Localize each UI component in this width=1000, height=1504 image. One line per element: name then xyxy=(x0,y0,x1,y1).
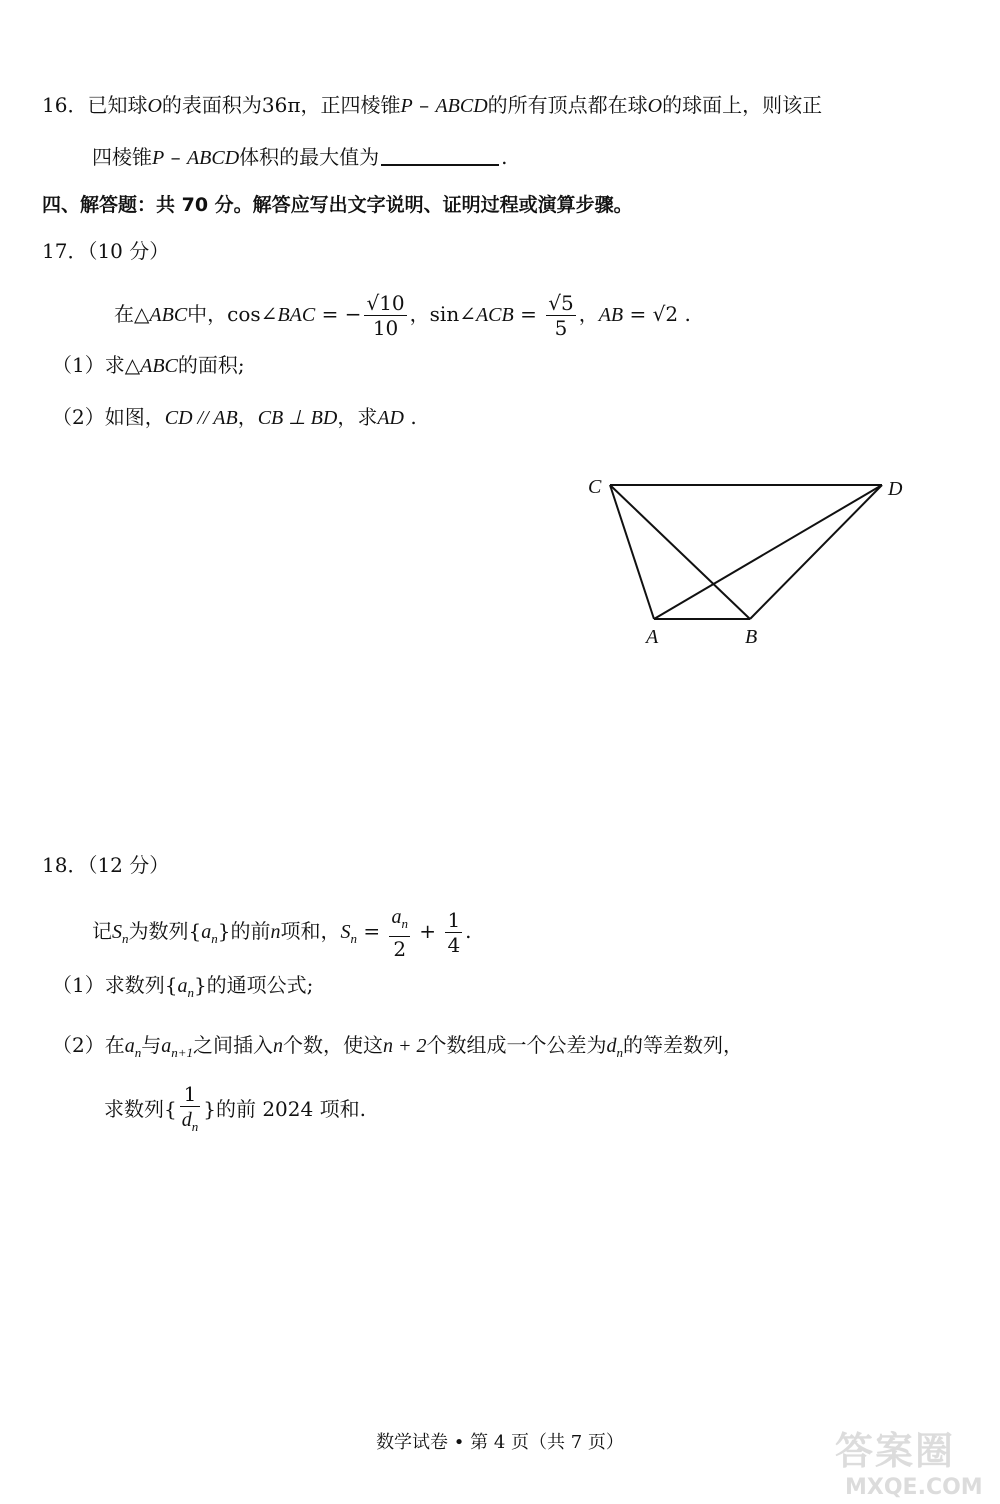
q18-text: 的等差数列， xyxy=(623,1033,744,1057)
sym-AB: AB xyxy=(598,304,624,326)
sym-BAC: BAC xyxy=(277,304,316,326)
sym-ABC: ABC xyxy=(140,355,178,377)
sym-n: n xyxy=(270,921,281,943)
q17-text: = − xyxy=(315,302,362,326)
fraction-num: 1 xyxy=(180,1082,201,1107)
watermark-bottom: MXQE.COM xyxy=(845,1475,983,1500)
sym-S: S xyxy=(340,921,351,943)
q16-line2 xyxy=(92,142,508,173)
q17-part1 xyxy=(52,350,245,381)
sym-P: P xyxy=(152,147,165,169)
q18-text: 项和， xyxy=(280,919,341,943)
q17-text: 中，cos∠ xyxy=(187,302,278,326)
sym-dash: – xyxy=(412,93,436,117)
q18-statement xyxy=(92,904,472,963)
q17-text: . xyxy=(404,405,417,429)
q18-text: 为数列{ xyxy=(128,919,202,943)
sym-ACB: ACB xyxy=(475,304,514,326)
sub-n: n xyxy=(191,1119,199,1134)
relation-perpendicular: CB ⊥ BD xyxy=(257,407,338,429)
sym-a: a xyxy=(177,975,188,997)
sym-a: a xyxy=(201,921,212,943)
q16-number: 16． xyxy=(42,93,88,117)
sym-d: d xyxy=(606,1035,617,1057)
sub-n: n xyxy=(187,985,194,1000)
sym-O: O xyxy=(647,95,663,117)
sym-a: a xyxy=(124,1035,135,1057)
q17-statement xyxy=(114,290,691,340)
q17-text: （2）如图， xyxy=(52,405,165,429)
q17-text: = xyxy=(513,302,544,326)
q18-part2-line2 xyxy=(104,1082,366,1139)
q17-text: 的面积; xyxy=(177,353,245,377)
q17-text: （1）求△ xyxy=(52,353,141,377)
q18-text: 求数列{ xyxy=(104,1097,177,1121)
sub-n-plus-1: n+1 xyxy=(171,1045,194,1060)
fraction-1-over-dn xyxy=(180,1082,201,1139)
q18-header xyxy=(42,850,169,880)
sym-a: a xyxy=(391,906,402,928)
fraction-den xyxy=(180,1107,201,1139)
label-B: B xyxy=(745,626,758,648)
sub-n: n xyxy=(401,916,408,931)
expr-n-plus-2: n + 2 xyxy=(383,1035,427,1057)
q18-text: 之间插入 xyxy=(193,1033,274,1057)
sub-n: n xyxy=(616,1045,624,1060)
triangle-figure xyxy=(570,465,930,665)
q18-text: （2）在 xyxy=(52,1033,125,1057)
q17-text: ， xyxy=(237,405,258,429)
sym-ABCD: ABCD xyxy=(186,147,240,169)
q17-header xyxy=(42,236,169,266)
sym-d: d xyxy=(181,1109,192,1131)
sym-ABCD: ABCD xyxy=(435,95,488,117)
label-C: C xyxy=(588,476,602,498)
section-heading xyxy=(42,190,633,220)
label-A: A xyxy=(646,626,659,648)
q16-line1 xyxy=(42,90,822,121)
q18-text: = xyxy=(356,919,387,943)
relation-parallel: CD // AB xyxy=(164,407,238,429)
q16-text: 四棱锥 xyxy=(92,145,152,169)
q17-text: ，求 xyxy=(337,405,378,429)
fraction-den: 5 xyxy=(554,316,568,340)
sub-n: n xyxy=(350,931,357,946)
segment-AD xyxy=(654,485,882,619)
q18-text: + xyxy=(412,919,443,943)
q18-header-text: 18．（12 分） xyxy=(42,853,170,877)
q18-text: （1）求数列{ xyxy=(52,973,178,997)
q16-text: 体积的最大值为 xyxy=(239,145,380,169)
q18-part1 xyxy=(52,970,313,1008)
watermark-logo xyxy=(835,1420,983,1500)
q16-text: 的球面上，则该正 xyxy=(662,93,823,117)
sym-AD: AD xyxy=(377,407,405,429)
q18-text: }的通项公式; xyxy=(193,973,314,997)
q17-text: = √2 . xyxy=(623,302,691,326)
sym-O: O xyxy=(147,95,162,117)
sub-n: n xyxy=(211,931,218,946)
q18-text: 个数，使这 xyxy=(283,1033,384,1057)
q16-text: 已知球 xyxy=(87,93,148,117)
footer-text: 数学试卷 • 第 4 页（共 7 页） xyxy=(376,1432,624,1453)
q18-text: }的前 2024 项和. xyxy=(203,1097,366,1121)
fraction-an-over-2 xyxy=(389,904,410,961)
q16-text: 的表面积为36π，正四棱锥 xyxy=(161,93,401,117)
fraction-num xyxy=(389,904,410,937)
q18-text: . xyxy=(465,919,472,943)
q18-text: 记 xyxy=(92,919,112,943)
sub-n: n xyxy=(134,1045,142,1060)
q18-text: }的前 xyxy=(217,919,271,943)
q17-text: ， xyxy=(578,302,599,326)
q16-text: 的所有顶点都在球 xyxy=(487,93,648,117)
q17-part2 xyxy=(52,402,417,433)
fraction-den: 4 xyxy=(447,933,461,957)
section-title: 四、解答题：共 70 分。解答应写出文字说明、证明过程或演算步骤。 xyxy=(42,194,633,216)
q17-text: ，sin∠ xyxy=(409,302,476,326)
sym-ABC: ABC xyxy=(149,304,188,326)
fraction-num: √5 xyxy=(548,291,574,315)
sub-n: n xyxy=(122,931,129,946)
q17-header-text: 17．（10 分） xyxy=(42,239,170,263)
q16-text: . xyxy=(501,145,508,169)
watermark-top: 答案圈 xyxy=(835,1429,956,1473)
q18-part2-line1 xyxy=(52,1030,743,1068)
sym-S: S xyxy=(112,921,122,943)
sym-P: P xyxy=(400,95,413,117)
sym-a: a xyxy=(161,1035,172,1057)
q17-text: 在△ xyxy=(114,302,150,326)
fraction-den: 2 xyxy=(393,937,407,961)
q18-text: 与 xyxy=(141,1033,162,1057)
label-D: D xyxy=(888,478,903,500)
sym-dash: – xyxy=(164,145,187,169)
answer-blank[interactable] xyxy=(381,146,499,166)
fraction-sqrt5-over-5 xyxy=(546,291,575,340)
q18-text: 个数组成一个公差为 xyxy=(426,1033,607,1057)
fraction-num: 1 xyxy=(447,908,461,932)
fraction-den: 10 xyxy=(372,316,399,340)
fraction-1-over-4 xyxy=(445,908,462,957)
fraction-num: √10 xyxy=(366,291,405,315)
sym-n: n xyxy=(273,1035,284,1057)
fraction-sqrt10-over-10 xyxy=(364,291,406,340)
